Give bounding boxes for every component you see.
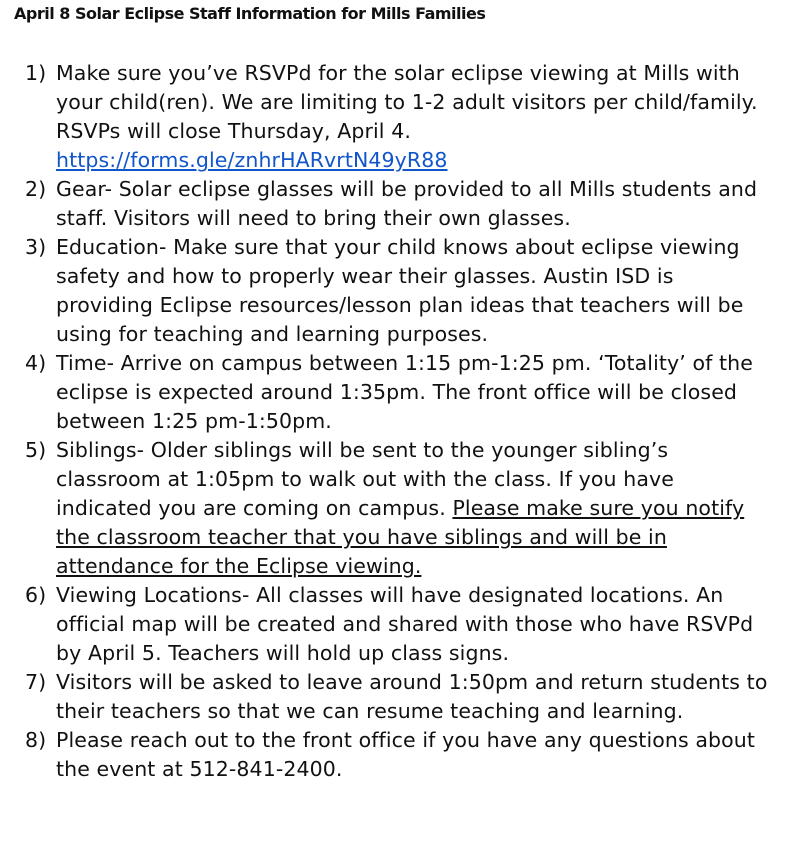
list-item-6 [0, 581, 785, 668]
item-text-visitors: Visitors will be asked to leave around 1:50pm and return students to their teachers so that we can resume teaching and learning. [56, 670, 768, 723]
item-text-contact: Please reach out to the front office if you have any questions about the event at 512-841-2400. [56, 728, 756, 781]
item-text-rsvp: Make sure you’ve RSVPd for the solar eclipse viewing at Mills with your child(ren). We are limiting to 1-2 adult visitors per child/family. RSVPs will close Thursday, April 4. [56, 61, 758, 143]
list-number: 1) [25, 61, 47, 85]
list-item-7 [0, 668, 785, 726]
info-list [0, 59, 785, 784]
list-item-4 [0, 349, 785, 436]
list-item-2 [0, 175, 785, 233]
list-item-1 [0, 59, 785, 175]
item-text-time: Time- Arrive on campus between 1:15 pm-1:25 pm. ‘Totality’ of the eclipse is expected around 1:35pm. The front office will be closed between 1:25 pm-1:50pm. [56, 351, 753, 433]
list-item-5 [0, 436, 785, 581]
list-number: 6) [25, 583, 47, 607]
list-number: 7) [25, 670, 47, 694]
list-item-8 [0, 726, 785, 784]
item-text-viewing-locations: Viewing Locations- All classes will have designated locations. An official map will be created and shared with those who have RSVPd by April 5. Teachers will hold up class signs. [56, 583, 754, 665]
siblings-notice-underlined: Please make sure you notify the classroom teacher that you have siblings and will be in attendance for the Eclipse viewing. [56, 496, 745, 578]
document-title: April 8 Solar Eclipse Staff Information for Mills Families [14, 4, 486, 23]
item-text-gear: Gear- Solar eclipse glasses will be provided to all Mills students and staff. Visitors will need to bring their own glasses. [56, 177, 758, 230]
list-number: 8) [25, 728, 47, 752]
item-text-siblings: Siblings- Older siblings will be sent to the younger sibling’s classroom at 1:05pm to walk out with the class. If you have indicated you are coming on campus. [56, 438, 674, 520]
list-item-text [56, 436, 775, 581]
list-number: 5) [25, 438, 47, 462]
list-number: 2) [25, 177, 47, 201]
list-number: 3) [25, 235, 47, 259]
list-item-3 [0, 233, 785, 349]
list-item-text [56, 59, 775, 175]
list-number: 4) [25, 351, 47, 375]
rsvp-form-link[interactable]: https://forms.gle/znhrHARvrtN49yR88 [56, 148, 448, 172]
item-text-education: Education- Make sure that your child knows about eclipse viewing safety and how to properly wear their glasses. Austin ISD is providing Eclipse resources/lesson plan ideas that teachers will be using for teaching and learning purposes. [56, 235, 744, 346]
